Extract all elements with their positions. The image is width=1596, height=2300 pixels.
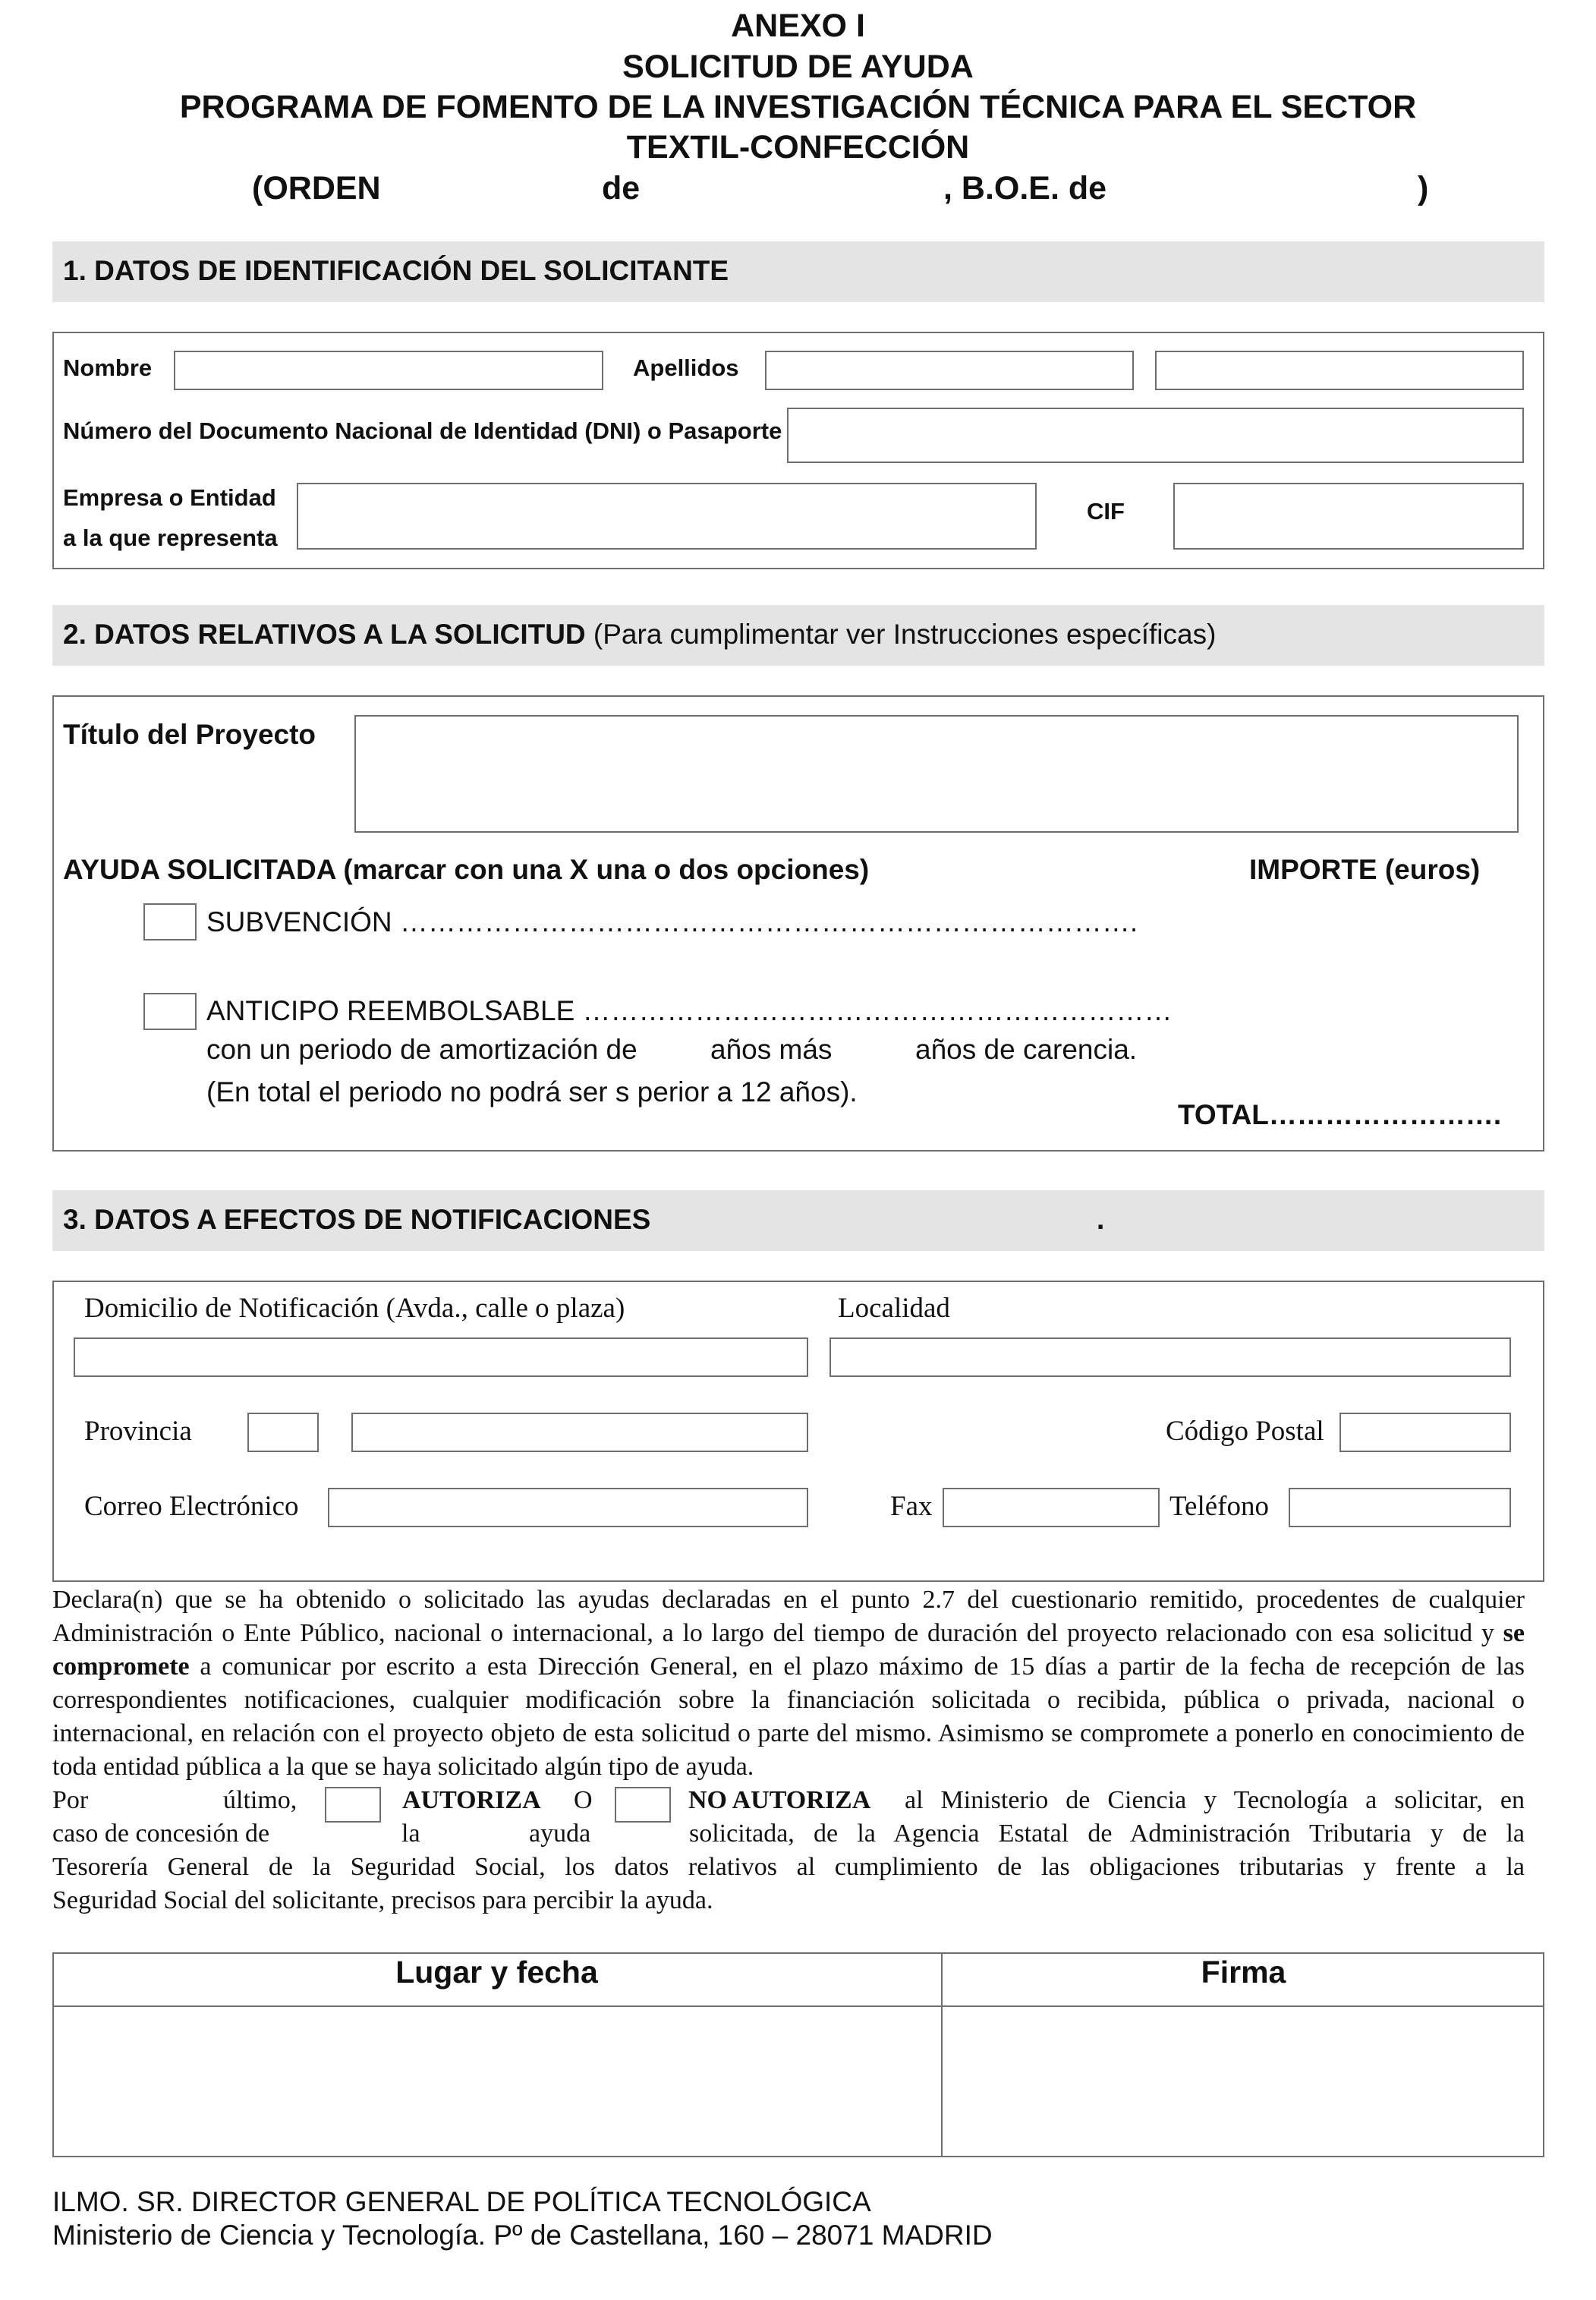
total-label: TOTAL……………………. bbox=[1178, 1099, 1502, 1130]
declaration-compromete: se compromete bbox=[52, 1619, 1525, 1681]
anticipo-label: ANTICIPO REEMBOLSABLE ……………………………………………………… bbox=[206, 995, 1173, 1026]
declaration-part1: Declara(n) que se ha obtenido o solicitado las ayudas declaradas en el punto 2.7 del cuestionario remitido, procedentes de cualquier Administración o Ente Público, nacional o internacional, a lo largo del tiempo de duración del proyecto relacionado con esa solicitud y bbox=[52, 1586, 1525, 1647]
subvencion-label: SUBVENCIÓN ……………………………………………………………………. bbox=[206, 906, 1138, 937]
localidad-label: Localidad bbox=[838, 1293, 950, 1324]
subvencion-checkbox[interactable] bbox=[143, 903, 197, 940]
section1-title: 1. DATOS DE IDENTIFICACIÓN DEL SOLICITANTE bbox=[63, 255, 729, 286]
declaration-o: O bbox=[574, 1786, 593, 1814]
empresa-label-line2: a la que representa bbox=[63, 525, 278, 551]
amortizacion-text-a: con un periodo de amortización de bbox=[206, 1034, 637, 1065]
declaration-solicitada: solicitada, de la Agencia Estatal de Administración Tributaria y de la bbox=[689, 1820, 1525, 1848]
declaration-la: la bbox=[401, 1820, 420, 1848]
fax-label: Fax bbox=[890, 1491, 933, 1522]
ayuda-solicitada-label: AYUDA SOLICITADA (marcar con una X una o dos opciones) bbox=[63, 854, 870, 885]
empresa-label-line1: Empresa o Entidad bbox=[63, 484, 276, 511]
amortizacion-text-c: años de carencia. bbox=[915, 1034, 1138, 1065]
orden-de: de bbox=[602, 170, 641, 206]
codigo-postal-field[interactable] bbox=[1339, 1413, 1511, 1452]
cif-label: CIF bbox=[1087, 498, 1125, 525]
orden-boe: , B.O.E. de bbox=[943, 170, 1107, 206]
localidad-field[interactable] bbox=[829, 1337, 1511, 1377]
section3-title-dot: . bbox=[1097, 1204, 1105, 1235]
declaration-seguridad: Seguridad Social del solicitante, precisos para percibir la ayuda. bbox=[52, 1886, 713, 1914]
nota-periodo: (En total el periodo no podrá ser s perior a 12 años). bbox=[206, 1076, 858, 1107]
footer-address: Ministerio de Ciencia y Tecnología. Pº de Castellana, 160 – 28071 MADRID bbox=[52, 2220, 993, 2251]
no-autoriza-checkbox[interactable] bbox=[615, 1787, 671, 1823]
footer-director: ILMO. SR. DIRECTOR GENERAL DE POLÍTICA TECNOLÓGICA bbox=[52, 2186, 871, 2217]
annex-title: ANEXO I bbox=[731, 8, 865, 44]
empresa-field[interactable] bbox=[297, 483, 1037, 550]
declaration-tesoreria: Tesorería General de la Seguridad Social, los datos relativos al cumplimiento de las obligaciones tributarias y frente a la bbox=[52, 1853, 1525, 1881]
declaration-al-ministerio: al Ministerio de Ciencia y Tecnología a solicitar, en bbox=[905, 1786, 1525, 1814]
orden-close: ) bbox=[1418, 170, 1429, 206]
no-autoriza-label: NO AUTORIZA bbox=[688, 1786, 871, 1814]
declaration-caso: caso de concesión de bbox=[52, 1820, 270, 1848]
correo-field[interactable] bbox=[328, 1488, 808, 1527]
titulo-proyecto-field[interactable] bbox=[354, 715, 1519, 833]
dni-field[interactable] bbox=[787, 408, 1524, 463]
codigo-postal-label: Código Postal bbox=[1166, 1416, 1324, 1447]
domicilio-label: Domicilio de Notificación (Avda., calle o plaza) bbox=[84, 1293, 625, 1324]
declaration-por: Por bbox=[52, 1786, 89, 1814]
amortizacion-text-b: años más bbox=[710, 1034, 833, 1065]
declaration-ultimo: último, bbox=[223, 1786, 297, 1814]
autoriza-checkbox[interactable] bbox=[325, 1787, 381, 1823]
nombre-field[interactable] bbox=[174, 351, 603, 390]
lugar-fecha-field[interactable] bbox=[54, 2007, 941, 2156]
orden-open: (ORDEN bbox=[252, 170, 381, 206]
lugar-fecha-label: Lugar y fecha bbox=[395, 1955, 598, 1990]
telefono-label: Teléfono bbox=[1169, 1491, 1269, 1522]
firma-field[interactable] bbox=[943, 2007, 1543, 2156]
importe-label: IMPORTE (euros) bbox=[1249, 854, 1481, 885]
declaration-paragraph bbox=[52, 1583, 1525, 1784]
firma-label: Firma bbox=[1201, 1955, 1286, 1990]
titulo-proyecto-label: Título del Proyecto bbox=[63, 719, 316, 750]
apellido2-field[interactable] bbox=[1155, 351, 1524, 390]
correo-label: Correo Electrónico bbox=[84, 1491, 299, 1522]
section1-header bbox=[52, 241, 1544, 302]
program-title: PROGRAMA DE FOMENTO DE LA INVESTIGACIÓN TÉCNICA PARA EL SECTOR bbox=[179, 89, 1417, 125]
section2-title: 2. DATOS RELATIVOS A LA SOLICITUD bbox=[63, 619, 586, 650]
program-title-sector: TEXTIL-CONFECCIÓN bbox=[626, 129, 970, 165]
anticipo-checkbox[interactable] bbox=[143, 993, 197, 1030]
declaration-ayuda: ayuda bbox=[529, 1820, 591, 1848]
section3-title: 3. DATOS A EFECTOS DE NOTIFICACIONES bbox=[63, 1204, 651, 1235]
cif-field[interactable] bbox=[1173, 483, 1524, 550]
form-title: SOLICITUD DE AYUDA bbox=[622, 49, 974, 85]
domicilio-field[interactable] bbox=[74, 1337, 808, 1377]
apellidos-label: Apellidos bbox=[633, 354, 739, 381]
nombre-label: Nombre bbox=[63, 354, 153, 381]
provincia-code-field[interactable] bbox=[247, 1413, 319, 1452]
declaration-part2: a comunicar por escrito a esta Dirección General, en el plazo máximo de 15 días a partir de la fecha de recepción de las correspondientes notificaciones, cualquier modificación sobre la financiación solicitada o recibida, pública o privada, nacional o internacional, en relación con el proyecto objeto de esta solicitud o parte del mismo. Asimismo se compromete a ponerlo en conocimiento de toda entidad pública a la que se haya solicitado algún tipo de ayuda. bbox=[52, 1653, 1525, 1781]
section3-header bbox=[52, 1190, 1544, 1251]
provincia-label: Provincia bbox=[84, 1416, 192, 1447]
telefono-field[interactable] bbox=[1289, 1488, 1511, 1527]
fax-field[interactable] bbox=[943, 1488, 1160, 1527]
apellido1-field[interactable] bbox=[765, 351, 1134, 390]
autoriza-label: AUTORIZA bbox=[402, 1786, 541, 1814]
dni-label: Número del Documento Nacional de Identidad (DNI) o Pasaporte bbox=[63, 417, 782, 444]
section2-title-line bbox=[63, 619, 1216, 651]
section2-header bbox=[52, 605, 1544, 666]
section2-title-note: (Para cumplimentar ver Instrucciones específicas) bbox=[585, 619, 1217, 650]
provincia-field[interactable] bbox=[351, 1413, 808, 1452]
